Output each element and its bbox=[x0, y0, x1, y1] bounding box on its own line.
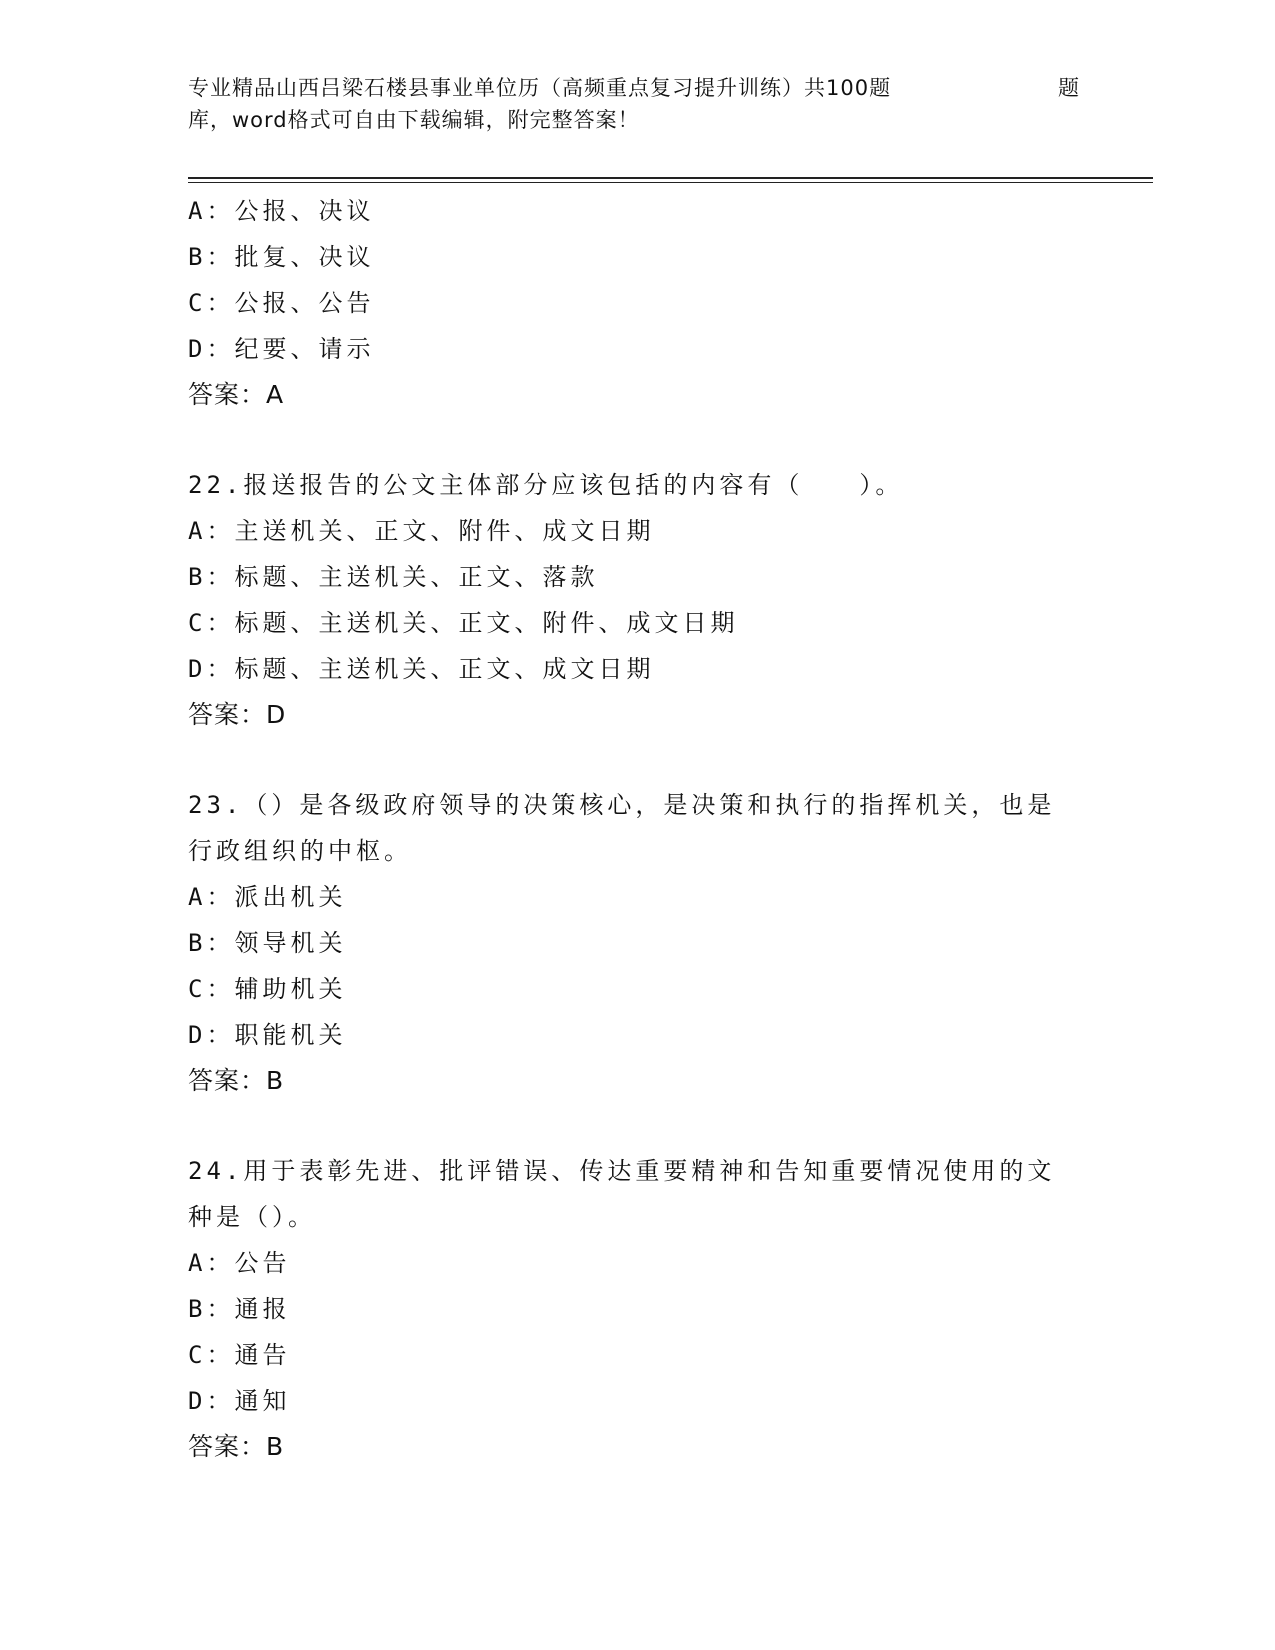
option-a: A：公报、决议 bbox=[188, 197, 375, 225]
question-stem: 22.报送报告的公文主体部分应该包括的内容有（ ）。 bbox=[188, 471, 904, 499]
option-c: C：辅助机关 bbox=[188, 975, 347, 1003]
answer: 答案：B bbox=[188, 1066, 285, 1095]
option-d: D：纪要、请示 bbox=[188, 335, 375, 363]
option-b: B：领导机关 bbox=[188, 929, 347, 957]
header-line-1 bbox=[188, 72, 1088, 104]
question-block-22 bbox=[188, 462, 1088, 738]
question-list bbox=[188, 188, 1088, 1470]
header-line-2: 库，word格式可自由下载编辑，附完整答案！ bbox=[188, 108, 640, 132]
option-a: A：主送机关、正文、附件、成文日期 bbox=[188, 517, 655, 545]
option-c: C：通告 bbox=[188, 1341, 291, 1369]
answer: 答案：B bbox=[188, 1432, 285, 1461]
question-block-21 bbox=[188, 188, 1088, 418]
question-block-23 bbox=[188, 782, 1088, 1104]
option-b: B：通报 bbox=[188, 1295, 291, 1323]
option-a: A：派出机关 bbox=[188, 883, 347, 911]
option-d: D：通知 bbox=[188, 1387, 291, 1415]
option-a: A：公告 bbox=[188, 1249, 291, 1277]
header-title-tail: 题 bbox=[1058, 76, 1080, 100]
question-stem: 24.用于表彰先进、批评错误、传达重要精神和告知重要情况使用的文种是（）。 bbox=[188, 1157, 1056, 1231]
question-stem: 23.（）是各级政府领导的决策核心，是决策和执行的指挥机关，也是行政组织的中枢。 bbox=[188, 791, 1056, 865]
question-block-24 bbox=[188, 1148, 1088, 1470]
option-b: B：标题、主送机关、正文、落款 bbox=[188, 563, 599, 591]
option-c: C：公报、公告 bbox=[188, 289, 375, 317]
option-c: C：标题、主送机关、正文、附件、成文日期 bbox=[188, 609, 739, 637]
header-title: 专业精品山西吕梁石楼县事业单位历（高频重点复习提升训练）共100题 bbox=[188, 76, 892, 100]
option-d: D：职能机关 bbox=[188, 1021, 347, 1049]
document-header bbox=[188, 72, 1088, 136]
option-d: D：标题、主送机关、正文、成文日期 bbox=[188, 655, 655, 683]
option-b: B：批复、决议 bbox=[188, 243, 375, 271]
answer: 答案：D bbox=[188, 700, 287, 729]
answer: 答案：A bbox=[188, 380, 285, 409]
header-divider bbox=[188, 177, 1153, 183]
